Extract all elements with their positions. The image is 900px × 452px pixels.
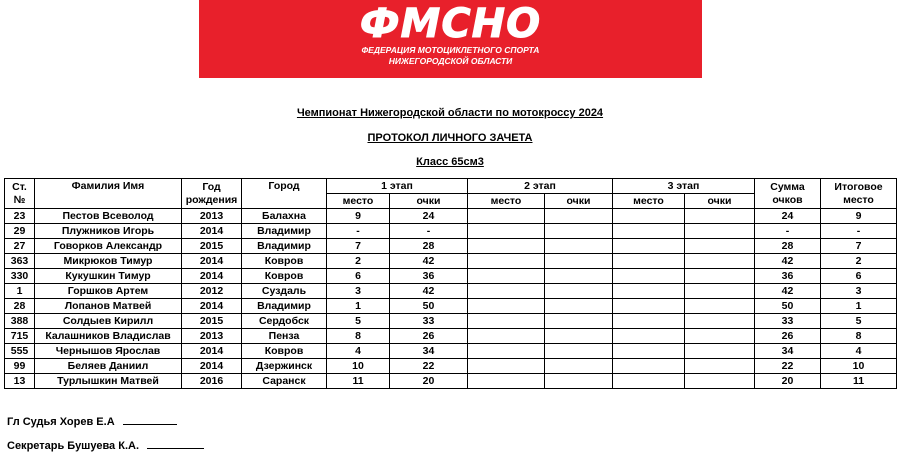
stage1-points-cell: 24 [390,209,468,224]
stage2-points-cell [545,284,613,299]
fmsno-logo: ФМСНО [359,1,542,47]
stage2-points-cell [545,374,613,389]
stage3-place-cell [613,284,685,299]
start-no-cell: 23 [5,209,35,224]
birth-year-cell: 2014 [182,359,242,374]
stage2-points-cell [545,314,613,329]
final-place-cell: 6 [821,269,897,284]
table-row [5,359,897,374]
city-cell: Владимир [242,224,327,239]
birth-year-cell: 2015 [182,239,242,254]
final-place-cell: 7 [821,239,897,254]
stage3-points-cell [685,224,755,239]
city-cell: Дзержинск [242,359,327,374]
stage1-points-cell: 22 [390,359,468,374]
federation-name-line2: НИЖЕГОРОДСКОЙ ОБЛАСТИ [388,56,513,66]
stage1-points-cell: - [390,224,468,239]
stage3-points-cell [685,254,755,269]
stage1-place-cell: 11 [327,374,390,389]
stage2-place-cell [468,329,545,344]
start-no-cell: 330 [5,269,35,284]
stage3-points-cell [685,299,755,314]
stage3-place-cell [613,239,685,254]
stage2-place-cell [468,344,545,359]
sum-cell: 20 [755,374,821,389]
sum-cell: 42 [755,254,821,269]
birth-year-cell: 2014 [182,269,242,284]
col-stage1: 1 этап [327,179,468,194]
city-cell: Ковров [242,254,327,269]
stage2-place-cell [468,314,545,329]
birth-year-cell: 2014 [182,344,242,359]
birth-year-cell: 2013 [182,209,242,224]
final-place-cell: 8 [821,329,897,344]
stage3-points-cell [685,209,755,224]
stage3-points-header: очки [685,194,755,209]
stage3-place-cell [613,254,685,269]
name-cell: Солдыев Кирилл [35,314,182,329]
start-no-cell: 388 [5,314,35,329]
birth-year-cell: 2014 [182,224,242,239]
stage1-place-cell: 4 [327,344,390,359]
city-cell: Владимир [242,299,327,314]
stage1-place-cell: 9 [327,209,390,224]
sum-cell: 28 [755,239,821,254]
stage1-place-cell: 7 [327,239,390,254]
name-cell: Плужников Игорь [35,224,182,239]
table-row [5,299,897,314]
header-row [5,179,897,194]
final-place-cell: 2 [821,254,897,269]
final-place-cell: 10 [821,359,897,374]
city-cell: Суздаль [242,284,327,299]
birth-year-cell: 2015 [182,314,242,329]
stage2-place-cell [468,269,545,284]
start-no-cell: 363 [5,254,35,269]
final-place-cell: - [821,224,897,239]
judge-signature [7,413,177,428]
table-row [5,269,897,284]
table-row [5,329,897,344]
col-name: Фамилия Имя [35,179,182,209]
stage2-place-cell [468,299,545,314]
stage1-points-cell: 42 [390,284,468,299]
city-cell: Балахна [242,209,327,224]
name-cell: Турлышкин Матвей [35,374,182,389]
start-no-cell: 555 [5,344,35,359]
stage2-points-cell [545,269,613,284]
start-no-cell: 99 [5,359,35,374]
stage1-place-cell: - [327,224,390,239]
name-cell: Беляев Даниил [35,359,182,374]
sum-cell: 22 [755,359,821,374]
stage2-place-cell [468,209,545,224]
stage3-points-cell [685,284,755,299]
results-body [5,209,897,389]
stage1-points-cell: 36 [390,269,468,284]
birth-year-cell: 2014 [182,299,242,314]
final-place-cell: 11 [821,374,897,389]
sum-cell: 24 [755,209,821,224]
final-place-cell: 9 [821,209,897,224]
stage3-place-header: место [613,194,685,209]
stage2-points-header: очки [545,194,613,209]
stage2-place-cell [468,374,545,389]
table-row [5,224,897,239]
stage3-points-cell [685,359,755,374]
secretary-signature-line [147,437,204,449]
stage3-place-cell [613,299,685,314]
federation-banner [199,0,702,78]
stage2-points-cell [545,344,613,359]
name-cell: Горшков Артем [35,284,182,299]
name-cell: Калашников Владислав [35,329,182,344]
col-stage2: 2 этап [468,179,613,194]
stage3-place-cell [613,314,685,329]
name-cell: Кукушкин Тимур [35,269,182,284]
stage2-points-cell [545,239,613,254]
stage1-place-cell: 2 [327,254,390,269]
stage3-place-cell [613,374,685,389]
birth-year-cell: 2014 [182,254,242,269]
judge-signature-line [123,413,177,425]
stage3-points-cell [685,374,755,389]
sum-cell: 34 [755,344,821,359]
city-cell: Владимир [242,239,327,254]
stage2-points-cell [545,329,613,344]
stage3-place-cell [613,209,685,224]
city-cell: Пенза [242,329,327,344]
stage3-place-cell [613,344,685,359]
city-cell: Саранск [242,374,327,389]
table-row [5,374,897,389]
federation-name-line1: ФЕДЕРАЦИЯ МОТОЦИКЛЕТНОГО СПОРТА [361,45,540,55]
stage1-points-cell: 50 [390,299,468,314]
start-no-cell: 1 [5,284,35,299]
stage1-place-cell: 6 [327,269,390,284]
name-cell: Чернышов Ярослав [35,344,182,359]
sum-cell: - [755,224,821,239]
results-table [4,178,897,389]
stage1-points-cell: 33 [390,314,468,329]
start-no-cell: 13 [5,374,35,389]
sum-cell: 36 [755,269,821,284]
stage1-place-cell: 8 [327,329,390,344]
championship-title: Чемпионат Нижегородской области по мотокроссу 2024 [296,107,604,119]
stage2-place-header: место [468,194,545,209]
stage2-points-cell [545,359,613,374]
stage1-points-cell: 26 [390,329,468,344]
birth-year-cell: 2013 [182,329,242,344]
col-birth-year: Год рождения [182,179,242,209]
sum-cell: 33 [755,314,821,329]
final-place-cell: 5 [821,314,897,329]
protocol-title: ПРОТОКОЛ ЛИЧНОГО ЗАЧЕТА [367,132,533,144]
start-no-cell: 29 [5,224,35,239]
stage2-place-cell [468,239,545,254]
birth-year-cell: 2016 [182,374,242,389]
stage1-place-cell: 10 [327,359,390,374]
stage3-points-cell [685,314,755,329]
secretary-signature [7,437,204,452]
sum-cell: 42 [755,284,821,299]
stage2-place-cell [468,224,545,239]
birth-year-cell: 2012 [182,284,242,299]
name-cell: Пестов Всеволод [35,209,182,224]
stage3-place-cell [613,224,685,239]
table-row [5,239,897,254]
name-cell: Лопанов Матвей [35,299,182,314]
stage1-points-cell: 20 [390,374,468,389]
stage2-place-cell [468,254,545,269]
start-no-cell: 715 [5,329,35,344]
stage3-place-cell [613,359,685,374]
city-cell: Ковров [242,344,327,359]
secretary-label: Секретарь Бушуева К.А. [7,440,139,452]
stage1-place-header: место [327,194,390,209]
table-row [5,254,897,269]
table-row [5,209,897,224]
col-final-place: Итоговое место [821,179,897,209]
name-cell: Микрюков Тимур [35,254,182,269]
stage1-points-header: очки [390,194,468,209]
stage3-points-cell [685,239,755,254]
table-row [5,284,897,299]
stage2-place-cell [468,359,545,374]
stage2-points-cell [545,254,613,269]
stage3-points-cell [685,329,755,344]
stage1-points-cell: 28 [390,239,468,254]
stage2-points-cell [545,209,613,224]
stage1-points-cell: 34 [390,344,468,359]
stage3-place-cell [613,269,685,284]
stage2-place-cell [468,284,545,299]
col-city: Город [242,179,327,209]
stage2-points-cell [545,224,613,239]
stage1-place-cell: 5 [327,314,390,329]
sum-cell: 26 [755,329,821,344]
name-cell: Говорков Александр [35,239,182,254]
city-cell: Ковров [242,269,327,284]
final-place-cell: 1 [821,299,897,314]
stage3-points-cell [685,344,755,359]
col-stage3: 3 этап [613,179,755,194]
col-start-no: Ст. № [5,179,35,209]
final-place-cell: 3 [821,284,897,299]
city-cell: Сердобск [242,314,327,329]
start-no-cell: 28 [5,299,35,314]
table-row [5,314,897,329]
class-title: Класс 65см3 [416,156,484,168]
sum-cell: 50 [755,299,821,314]
judge-label: Гл Судья Хорев Е.А [7,416,115,428]
table-row [5,344,897,359]
start-no-cell: 27 [5,239,35,254]
stage1-place-cell: 1 [327,299,390,314]
final-place-cell: 4 [821,344,897,359]
stage1-place-cell: 3 [327,284,390,299]
stage1-points-cell: 42 [390,254,468,269]
stage2-points-cell [545,299,613,314]
stage3-place-cell [613,329,685,344]
stage3-points-cell [685,269,755,284]
col-sum: Сумма очков [755,179,821,209]
